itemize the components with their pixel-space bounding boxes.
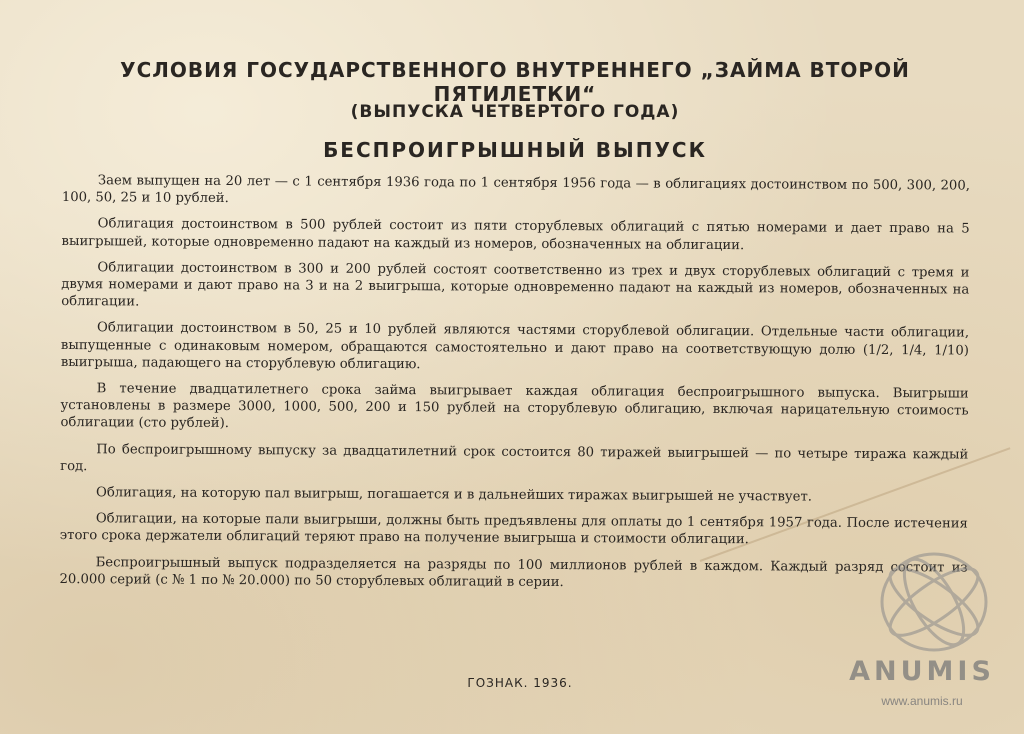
paragraph-winnings: В течение двадцатилетнего срока займа выигрывает каждая облигация беспроигрышного выпуска. Выигрыши установлены в размере 3000, 1000, 500, 200 и 150 рублей на сторублевую облигацию, включая нарицательную стоимость облигации (сто рублей). xyxy=(60,381,969,432)
terms-body xyxy=(59,172,970,603)
watermark-brand: ANUMIS xyxy=(849,656,995,687)
issue-heading: БЕСПРОИГРЫШНЫЙ ВЫПУСК xyxy=(323,138,707,162)
paragraph-500-bond: Облигация достоинством в 500 рублей состоит из пяти сторублевых облигаций с пятью номерами и дает право на 5 выигрышей, которые одновременно падают на каждый из номеров, обозначенных на облигации. xyxy=(61,216,970,253)
paragraph-deadline: Облигации, на которые пали выигрыши, должны быть предъявлены для оплаты до 1 сентября 1957 года. После истечения этого срока держатели облигаций теряют право на получение выигрыша и стоимости облигации. xyxy=(59,511,968,548)
paragraph-300-200-bond: Облигации достоинством в 300 и 200 рублей состоят соответственно из трех и двух сторублевых облигаций с тремя и двумя номерами и дают право на 3 и на 2 выигрыша, которые одновременно падают на каждый из номеров, обозначенных на облигации. xyxy=(61,260,970,310)
paragraph-term: Заем выпущен на 20 лет — с 1 сентября 1936 года по 1 сентября 1956 года — в облигациях достоинством по 500, 300, 200, 100, 50, 25 и 10 рублей. xyxy=(61,173,970,207)
paragraph-series: Беспроигрышный выпуск подразделяется на разряды по 100 миллионов рублей в каждом. Каждый разряд состоит из 20.000 серий (с № 1 по № 20.000) по 50 сторублевых облигаций в серии. xyxy=(59,554,968,590)
watermark-url: www.anumis.ru xyxy=(881,694,963,708)
document-subtitle: (ВЫПУСКА ЧЕТВЕРТОГО ГОДА) xyxy=(350,102,680,122)
paragraph-fractional-bonds: Облигации достоинством в 50, 25 и 10 рублей являются частями сторублевой облигации. Отдельные части облигации, выпущенные с одинаковым номером, обращаются самостоятельно и дают право на соответствующую долю (1/2, 1/4, 1/10) выигрыша, падающего на сторублевую облигацию. xyxy=(60,320,970,373)
paragraph-draws: По беспроигрышному выпуску за двадцатилетний срок состоится 80 тиражей выигрышей — по четыре тиража каждый год. xyxy=(60,441,969,475)
printer-imprint: ГОЗНАК. 1936. xyxy=(467,676,573,690)
paragraph-redemption: Облигация, на которую пал выигрыш, погашается и в дальнейших тиражах выигрышей не участвует. xyxy=(95,485,813,505)
globe-icon xyxy=(862,540,1002,670)
document-title: УСЛОВИЯ ГОСУДАРСТВЕННОГО ВНУТРЕННЕГО „ЗАЙМА ВТОРОЙ ПЯТИЛЕТКИ“ xyxy=(120,58,910,106)
